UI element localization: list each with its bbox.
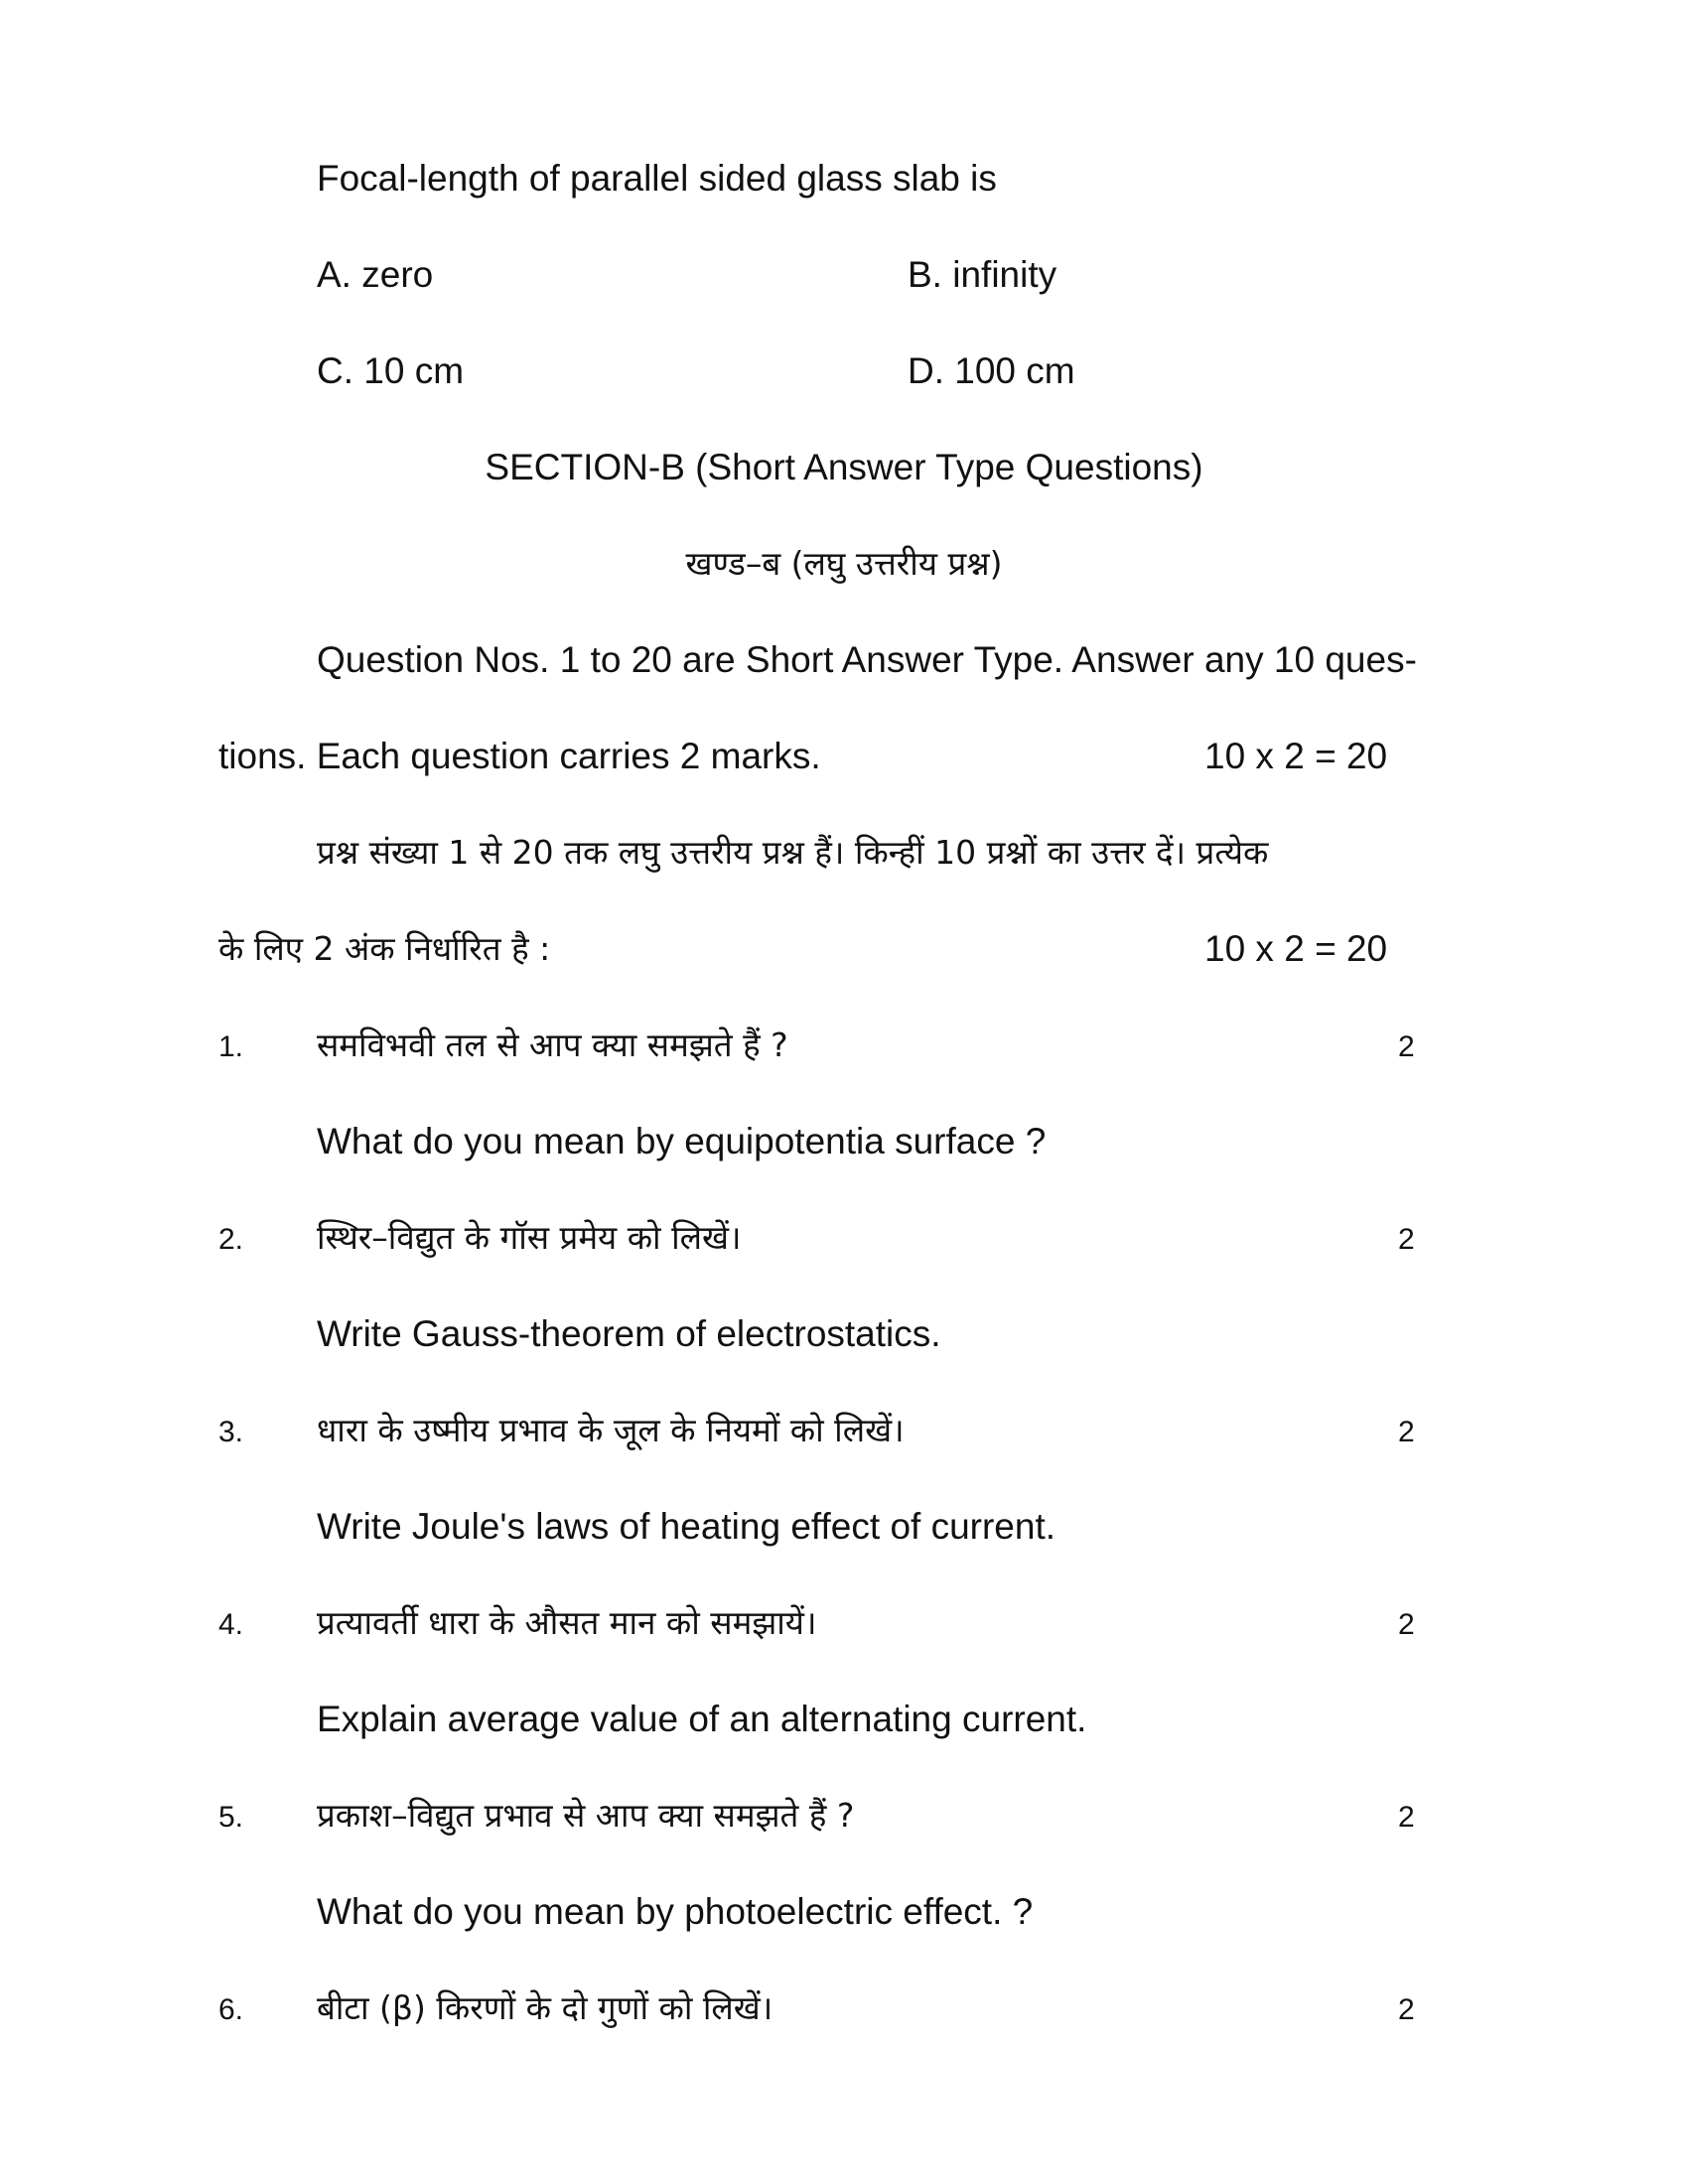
- question-number: 3.: [218, 1416, 244, 1448]
- question-marks: 2: [1398, 1416, 1415, 1448]
- question-english: What do you mean by photoelectric effect. ?: [317, 1891, 1034, 1932]
- mcq-option-d: D. 100 cm: [908, 350, 1075, 391]
- question-hindi: समविभवी तल से आप क्या समझते हैं ?: [317, 1025, 788, 1064]
- section-title-en: [0, 446, 1688, 489]
- question-number: 2.: [218, 1223, 244, 1256]
- section-title-hi: [0, 542, 1688, 586]
- instructions-hi-line2: के लिए 2 अंक निर्धारित है :: [218, 929, 551, 968]
- question-marks: 2: [1398, 1801, 1415, 1834]
- section-title-hi-text: खण्ड–ब (लघु उत्तरीय प्रश्न): [685, 544, 1003, 583]
- question-hindi: धारा के उष्मीय प्रभाव के जूल के नियमों को लिखें।: [317, 1411, 905, 1449]
- question-marks: 2: [1398, 1993, 1415, 2026]
- question-number: 5.: [218, 1801, 244, 1834]
- mcq-question: Focal-length of parallel sided glass slab is: [317, 158, 997, 199]
- question-english: Explain average value of an alternating current.: [317, 1699, 1087, 1739]
- instructions-hi-line1: प्रश्न संख्या 1 से 20 तक लघु उत्तरीय प्रश्न हैं। किन्हीं 10 प्रश्नों का उत्तर दें। प्रत्येक: [317, 833, 1269, 872]
- question-number: 6.: [218, 1993, 244, 2026]
- question-marks: 2: [1398, 1030, 1415, 1063]
- instructions-en-line1: Question Nos. 1 to 20 are Short Answer Type. Answer any 10 ques-: [317, 639, 1417, 680]
- question-hindi: प्रत्यावर्ती धारा के औसत मान को समझायें।: [317, 1603, 817, 1642]
- question-hindi: बीटा (β) किरणों के दो गुणों को लिखें।: [317, 1988, 774, 2027]
- question-number: 1.: [218, 1030, 244, 1063]
- question-english: What do you mean by equipotentia surface ?: [317, 1121, 1047, 1161]
- question-english: Write Joule's laws of heating effect of current.: [317, 1506, 1056, 1547]
- question-hindi: प्रकाश–विद्युत प्रभाव से आप क्या समझते हैं ?: [317, 1796, 855, 1835]
- question-english: Write Gauss-theorem of electrostatics.: [317, 1313, 941, 1354]
- mcq-option-c: C. 10 cm: [317, 350, 465, 391]
- mcq-option-a: A. zero: [317, 254, 434, 295]
- instructions-en-line2: tions. Each question carries 2 marks.: [218, 736, 821, 776]
- question-marks: 2: [1398, 1608, 1415, 1641]
- question-hindi: स्थिर–विद्युत के गॉस प्रमेय को लिखें।: [317, 1218, 742, 1257]
- instructions-hi-marks: 10 x 2 = 20: [1204, 928, 1388, 969]
- question-marks: 2: [1398, 1223, 1415, 1256]
- instructions-en-marks: 10 x 2 = 20: [1204, 736, 1388, 776]
- mcq-option-b: B. infinity: [908, 254, 1057, 295]
- question-number: 4.: [218, 1608, 244, 1641]
- section-title-en-text: SECTION-B (Short Answer Type Questions): [485, 447, 1203, 487]
